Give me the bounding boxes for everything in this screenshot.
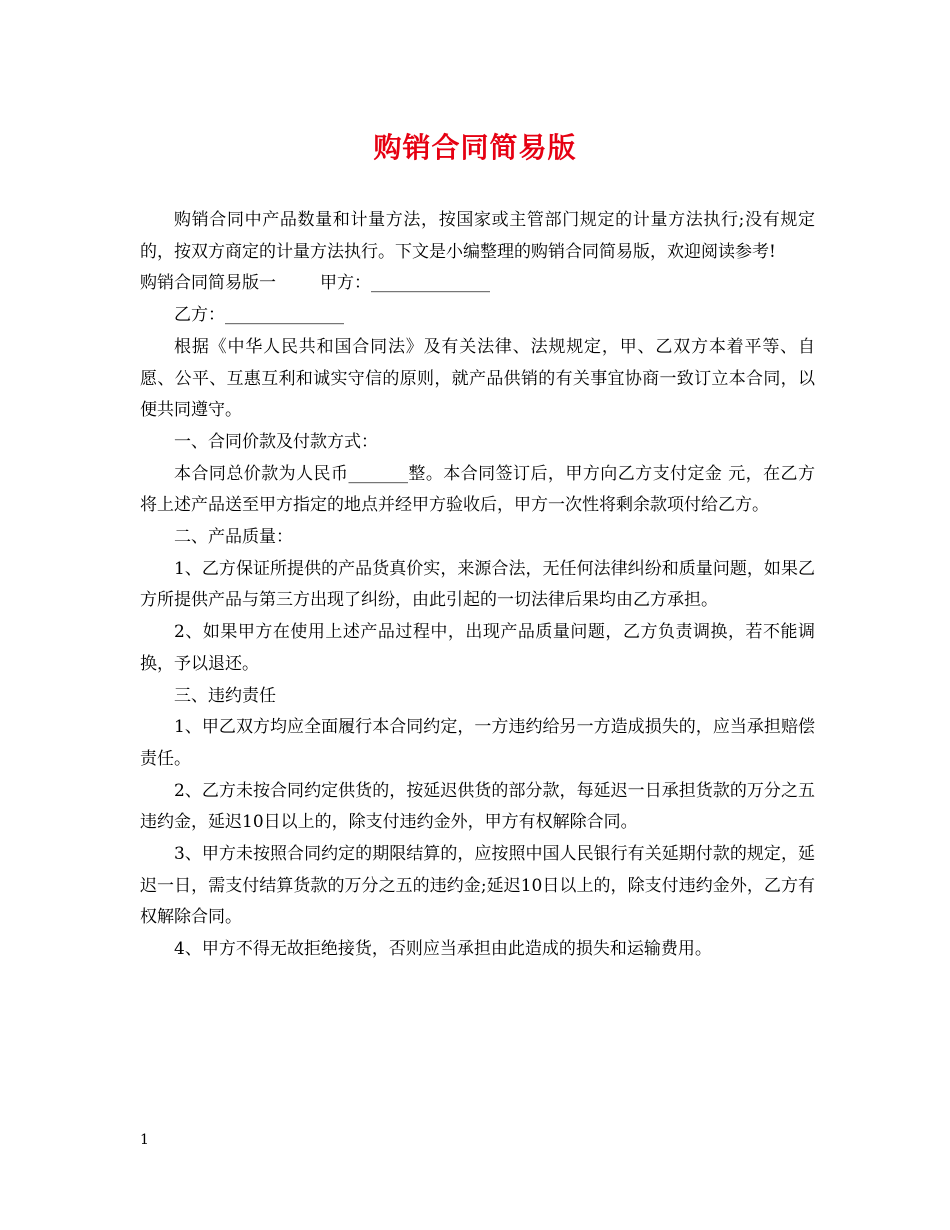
version-line: [140, 268, 815, 300]
party-a-field: 甲方：______________: [320, 273, 490, 294]
price-paragraph: 本合同总价款为人民币_______整。本合同签订后，甲方向乙方支付定金 元，在乙方将上述产品送至甲方指定的地点并经甲方验收后，甲方一次性将剩余款项付给乙方。: [140, 463, 815, 516]
liability-clause-1: 1、甲乙双方均应全面履行本合同约定，一方违约给另一方造成损失的，应当承担赔偿责任。: [140, 717, 815, 769]
liability-clause-3: 3、甲方未按照合同约定的期限结算的，应按照中国人民银行有关延期付款的规定，延迟一日，需支付结算货款的万分之五的违约金;延迟10日以上的，除支付违约金外，乙方有权解除合同。: [140, 844, 815, 928]
page-number: 1: [140, 1132, 149, 1148]
section-heading-price: 一、合同价款及付款方式：: [174, 431, 378, 452]
section-heading-liability: 三、违约责任: [174, 685, 276, 706]
liability-clause-2: 2、乙方未按合同约定供货的，按延迟供货的部分款，每延迟一日承担货款的万分之五违约金，延迟10日以上的，除支付违约金外，甲方有权解除合同。: [140, 780, 815, 833]
legal-basis-paragraph: 根据《中华人民共和国合同法》及有关法律、法规规定，甲、乙双方本着平等、自愿、公平、互惠互利和诚实守信的原则，就产品供销的有关事宜协商一致订立本合同，以便共同遵守。: [140, 336, 815, 421]
section-heading-quality: 二、产品质量：: [174, 527, 293, 548]
version-label: 购销合同简易版一: [140, 273, 276, 294]
intro-paragraph: 购销合同中产品数量和计量方法，按国家或主管部门规定的计量方法执行;没有规定的，按双方商定的计量方法执行。下文是小编整理的购销合同简易版，欢迎阅读参考!: [140, 210, 815, 262]
document-title: 购销合同简易版: [373, 131, 577, 164]
quality-clause-1: 1、乙方保证所提供的产品货真价实，来源合法，无任何法律纠纷和质量问题，如果乙方所提供产品与第三方出现了纠纷，由此引起的一切法律后果均由乙方承担。: [140, 558, 815, 611]
quality-clause-2: 2、如果甲方在使用上述产品过程中，出现产品质量问题，乙方负责调换，若不能调换，予以退还。: [140, 622, 815, 674]
document-body: [140, 205, 815, 966]
party-b-field: 乙方：______________: [174, 305, 344, 326]
liability-clause-4: 4、甲方不得无故拒绝接货，否则应当承担由此造成的损失和运输费用。: [174, 939, 712, 960]
